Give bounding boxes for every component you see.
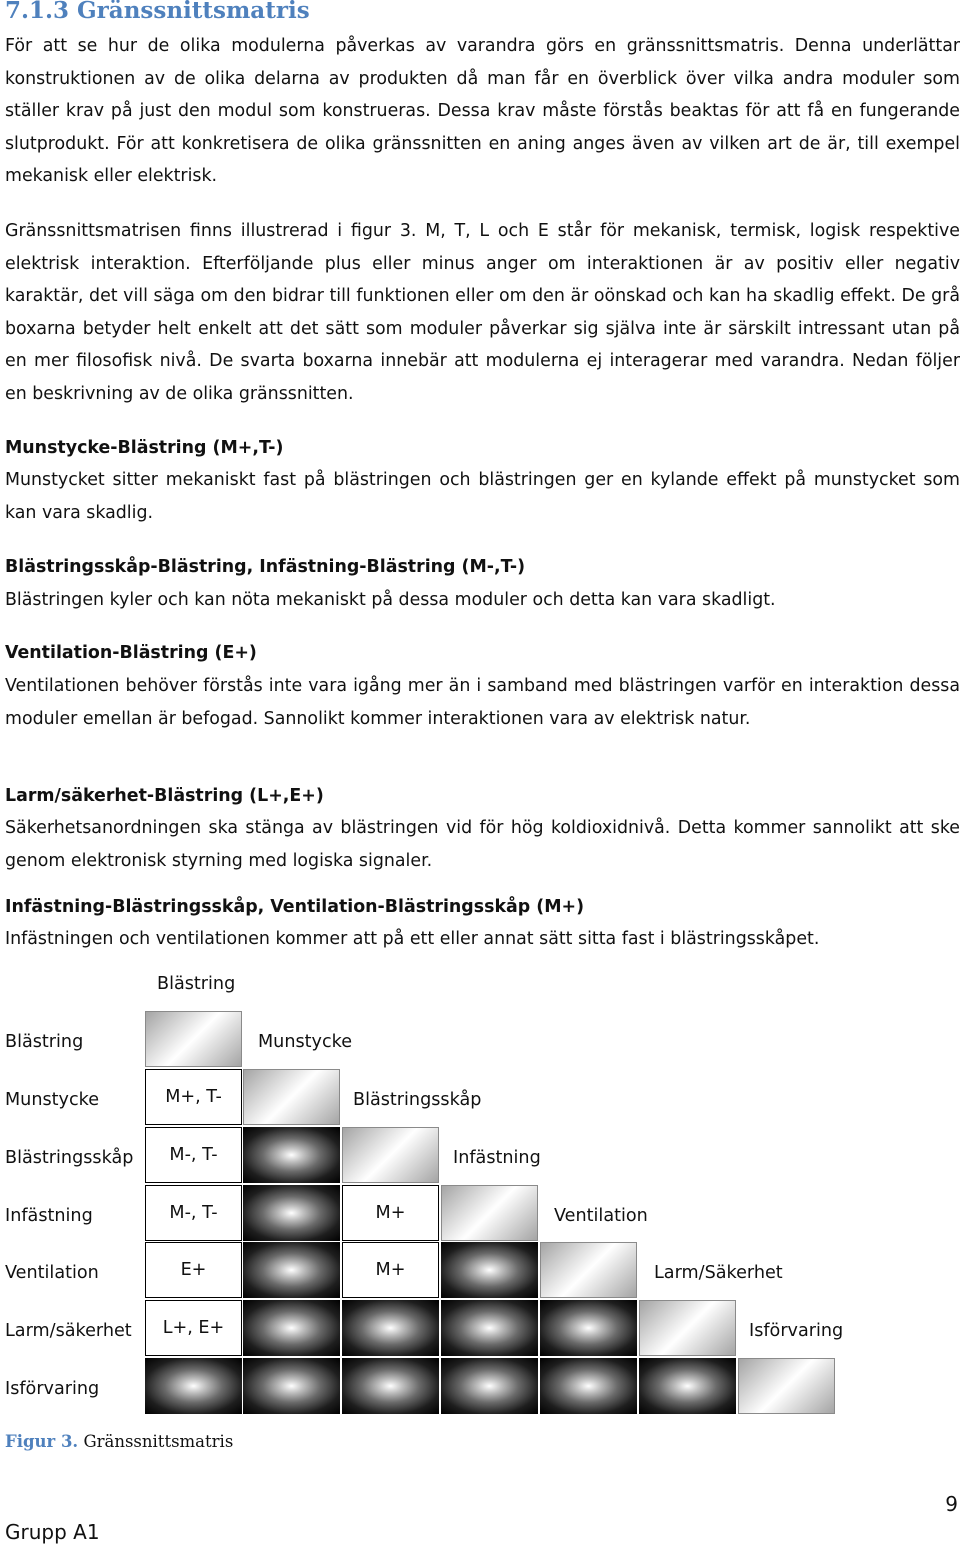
interface-title: Munstycke-Blästring (M+,T-) [5, 438, 284, 458]
matrix-cell-none [243, 1242, 340, 1298]
matrix-cell-none [243, 1358, 340, 1414]
matrix-cell-none [145, 1358, 242, 1414]
matrix-cell-self [540, 1242, 637, 1298]
matrix-cell-interaction: L+, E+ [145, 1300, 242, 1356]
matrix-cell-interaction: M+ [342, 1242, 439, 1298]
interface-title: Infästning-Blästringsskåp, Ventilation-Blästringsskåp (M+) [5, 897, 585, 917]
matrix-cell-none [342, 1300, 439, 1356]
matrix-cell-none [243, 1185, 340, 1241]
matrix-diagonal-label: Infästning [453, 1148, 541, 1168]
figure-caption-text: Gränssnittsmatris [83, 1432, 234, 1451]
matrix-diagonal-label: Isförvaring [749, 1321, 844, 1341]
matrix-explanation-paragraph: Gränssnittsmatrisen finns illustrerad i figur 3. M, T, L och E står för mekanisk, termisk, logisk respektive elektrisk interaktion. Efterföljande plus eller minus anger om interaktionen är av positiv eller negativ karaktär, det vill säga om den bidrar till funktionen eller om den är oönskad och kan ha skadlig effekt. De grå boxarna betyder helt enkelt att det sätt som moduler påverkar sig själva inte är särskilt intressant utan på en mer filosofisk nivå. De svarta boxarna innebär att modulerna ej interagerar med varandra. Nedan följer en beskrivning av de olika gränssnitten. [5, 221, 960, 404]
figure-label: Figur 3. [5, 1432, 79, 1451]
matrix-diagonal-label: Ventilation [554, 1206, 648, 1226]
matrix-row-label: Blästringsskåp [5, 1148, 134, 1168]
interface-title: Blästringsskåp-Blästring, Infästning-Blästring (M-,T-) [5, 557, 526, 577]
interface-text: Blästringen kyler och kan nöta mekaniskt på dessa moduler och detta kan vara skadligt. [5, 590, 776, 610]
intro-paragraph: För att se hur de olika modulerna påverkas av varandra görs en gränssnittsmatris. Denna underlättar konstruktionen av de olika delarna av produkten då man får en överblick över vilka andra moduler som ställer krav på just den modul som konstrueras. Dessa krav måste förstås beaktas för att få en fungerande slutprodukt. För att konkretisera de olika gränssnitten en aning anges även av vilken art de är, till exempel mekanisk eller elektrisk. [5, 36, 960, 186]
page-number: 9 [945, 1492, 958, 1516]
matrix-diagonal-label: Blästringsskåp [353, 1090, 482, 1110]
matrix-cell-interaction: M+, T- [145, 1069, 242, 1125]
matrix-cell-none [441, 1300, 538, 1356]
matrix-row-label: Isförvaring [5, 1379, 100, 1399]
interface-title: Larm/säkerhet-Blästring (L+,E+) [5, 786, 324, 806]
matrix-cell-interaction: M-, T- [145, 1185, 242, 1241]
footer-group: Grupp A1 [5, 1520, 100, 1544]
section-heading: 7.1.3 Gränssnittsmatris [5, 0, 310, 24]
matrix-cell-self [441, 1185, 538, 1241]
matrix-row-label: Larm/säkerhet [5, 1321, 132, 1341]
matrix-cell-none [342, 1358, 439, 1414]
matrix-cell-self [738, 1358, 835, 1414]
matrix-cell-none [243, 1300, 340, 1356]
matrix-cell-self [145, 1011, 242, 1067]
matrix-row-label: Infästning [5, 1206, 93, 1226]
matrix-cell-none [441, 1358, 538, 1414]
matrix-cell-interaction: M+ [342, 1185, 439, 1241]
matrix-cell-self [243, 1069, 340, 1125]
matrix-cell-interaction: E+ [145, 1242, 242, 1298]
matrix-cell-interaction: M-, T- [145, 1127, 242, 1183]
interface-text: Säkerhetsanordningen ska stänga av blästringen vid för hög koldioxidnivå. Detta kommer sannolikt att ske genom elektronisk styrning med logiska signaler. [5, 818, 960, 871]
figure-caption [5, 1432, 233, 1451]
matrix-cell-none [540, 1358, 637, 1414]
matrix-cell-none [243, 1127, 340, 1183]
matrix-row-label: Munstycke [5, 1090, 100, 1110]
matrix-row-label: Blästring [5, 1032, 84, 1052]
matrix-diagonal-label: Larm/Säkerhet [654, 1263, 783, 1283]
interface-text: Infästningen och ventilationen kommer att på ett eller annat sätt sitta fast i blästringsskåpet. [5, 929, 820, 949]
matrix-cell-none [540, 1300, 637, 1356]
matrix-diagonal-label: Munstycke [258, 1032, 353, 1052]
matrix-cell-none [441, 1242, 538, 1298]
interface-text: Munstycket sitter mekaniskt fast på blästringen och blästringen ger en kylande effekt på munstycket som kan vara skadlig. [5, 470, 960, 523]
matrix-cell-self [639, 1300, 736, 1356]
interface-text: Ventilationen behöver förstås inte vara igång mer än i samband med blästringen varför en interaktion dessa moduler emellan är befogad. Sannolikt kommer interaktionen vara av elektrisk natur. [5, 676, 960, 729]
matrix-row-label: Ventilation [5, 1263, 99, 1283]
matrix-top-label: Blästring [157, 974, 236, 994]
matrix-cell-self [342, 1127, 439, 1183]
interface-title: Ventilation-Blästring (E+) [5, 643, 257, 663]
matrix-cell-none [639, 1358, 736, 1414]
